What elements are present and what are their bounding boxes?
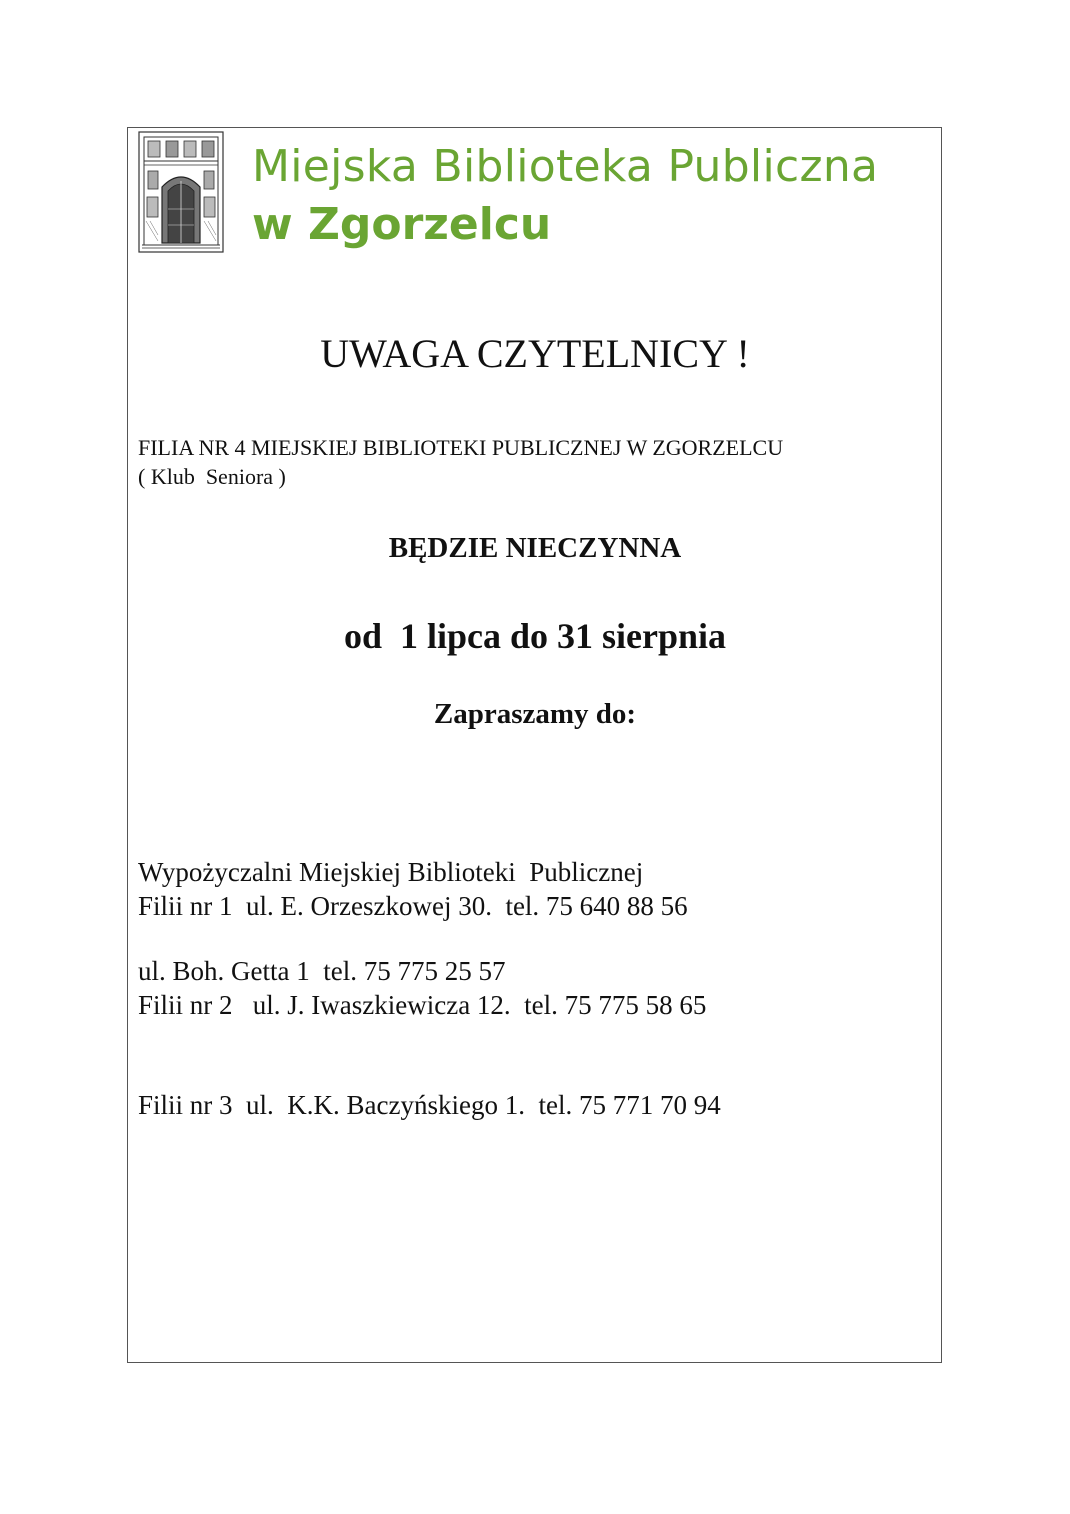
location-name: Wypożyczalni Miejskiej Biblioteki Publicznej bbox=[138, 857, 644, 887]
branch-name bbox=[138, 433, 783, 491]
library-logo-text bbox=[252, 138, 878, 254]
page-border-frame bbox=[127, 127, 942, 1363]
invite-text: Zapraszamy do: bbox=[433, 698, 637, 730]
branch-name-line: FILIA NR 4 MIEJSKIEJ BIBLIOTEKI PUBLICZNEJ W ZGORZELCU bbox=[138, 435, 784, 460]
closure-dates: od 1 lipca do 31 sierpnia bbox=[343, 616, 727, 656]
notice-heading: UWAGA CZYTELNICY ! bbox=[320, 331, 750, 376]
logo-name-line: Miejska Biblioteka Publiczna bbox=[252, 141, 879, 192]
location-branch-1: Filii nr 1 ul. E. Orzeszkowej 30. tel. 75 640 88 56 bbox=[138, 891, 688, 921]
library-building-logo-icon bbox=[138, 131, 224, 253]
location-branch-3: Filii nr 3 ul. K.K. Baczyńskiego 1. tel. 75 771 70 94 bbox=[138, 1090, 721, 1120]
branch-subname-line: ( Klub Seniora ) bbox=[138, 464, 286, 489]
location-address: ul. Boh. Getta 1 tel. 75 775 25 57 bbox=[138, 956, 506, 986]
logo-city-line: w Zgorzelcu bbox=[252, 199, 552, 250]
closed-notice: BĘDZIE NIECZYNNA bbox=[388, 532, 682, 564]
location-branch-2: Filii nr 2 ul. J. Iwaszkiewicza 12. tel. 75 775 58 65 bbox=[138, 990, 707, 1020]
